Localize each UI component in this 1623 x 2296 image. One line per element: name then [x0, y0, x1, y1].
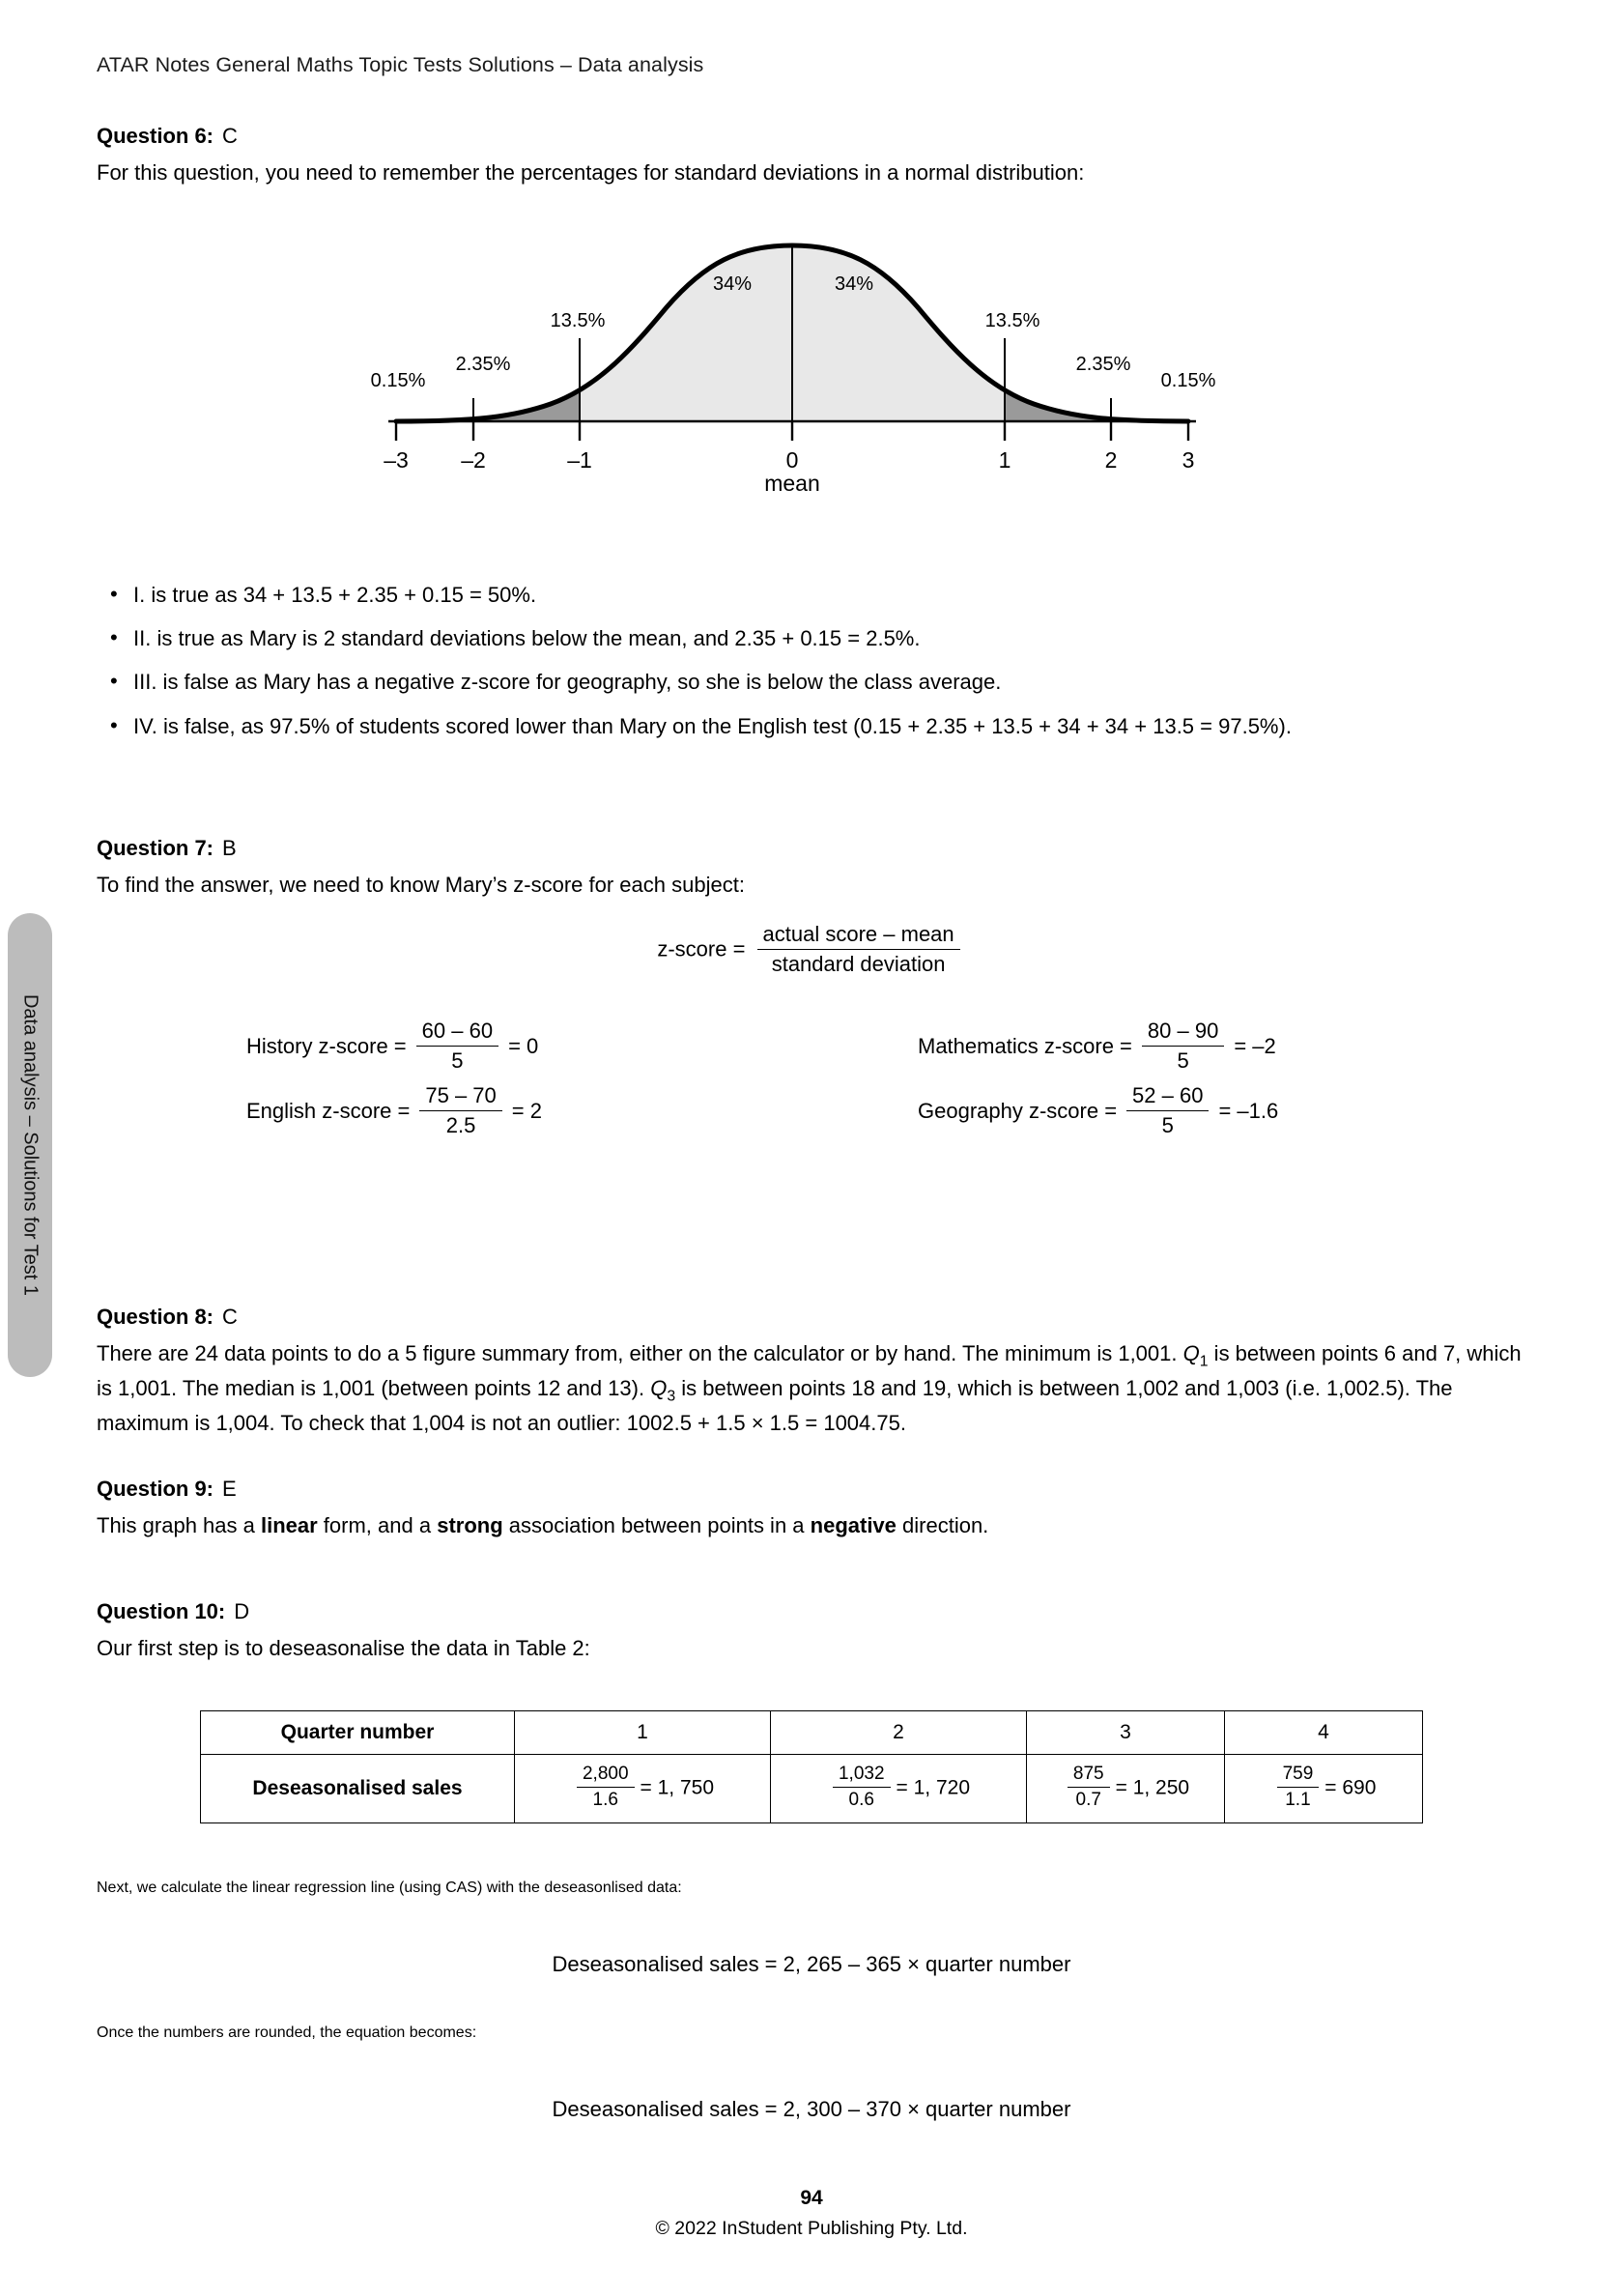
question-7-label: Question 7: — [97, 836, 214, 860]
table-row — [201, 1755, 1423, 1823]
zscore-english-fraction — [419, 1083, 501, 1138]
q8-q1-subscript: 1 — [1199, 1353, 1209, 1370]
question-9-heading — [97, 1477, 1526, 1502]
q9-part3: association between points in a — [502, 1513, 811, 1537]
question-7-answer: B — [222, 836, 237, 860]
region-label-right-235: 2.35% — [1075, 354, 1131, 375]
tick-label-neg3: –3 — [384, 447, 409, 473]
question-8-heading — [97, 1305, 1526, 1330]
deseasonalised-4-result: = 690 — [1324, 1776, 1377, 1799]
deseasonalised-4-fraction — [1277, 1764, 1320, 1812]
q8-q1-symbol: Q — [1182, 1341, 1200, 1365]
running-header: ATAR Notes General Maths Topic Tests Solutions – Data analysis — [97, 53, 704, 76]
deseasonalised-3-result: = 1, 250 — [1115, 1776, 1190, 1799]
question-6-block — [97, 124, 1526, 187]
deseasonalised-table-wrap — [97, 1710, 1526, 1823]
deseasonalised-3-denominator: 0.7 — [1075, 1790, 1101, 1811]
question-8-label: Question 8: — [97, 1305, 214, 1329]
question-10-block — [97, 1599, 1526, 1663]
table-cell-quarter-2: 2 — [771, 1711, 1027, 1755]
zscore-formula-lead: z-score = — [657, 936, 746, 961]
deseasonalised-1-numerator: 2,800 — [577, 1764, 635, 1788]
question-9-body — [97, 1510, 1526, 1540]
question-6-label: Question 6: — [97, 124, 214, 148]
side-tab — [8, 913, 52, 1377]
table-cell-deseasonalised-1 — [515, 1755, 771, 1823]
question-8-block — [97, 1305, 1526, 1438]
zscore-english-numerator: 75 – 70 — [419, 1083, 501, 1111]
question-6-bullets-block — [97, 580, 1526, 755]
deseasonalised-2-fraction — [833, 1764, 891, 1812]
tick-label-neg1: –1 — [567, 447, 592, 473]
zscore-history-numerator: 60 – 60 — [416, 1019, 498, 1047]
deseasonalised-2-result: = 1, 720 — [896, 1776, 971, 1799]
page-footer — [0, 2187, 1623, 2240]
deseasonalised-1-denominator: 1.6 — [592, 1790, 618, 1811]
axis-label-mean: mean — [764, 471, 820, 493]
deseasonalised-4-numerator: 759 — [1277, 1764, 1320, 1788]
deseasonalised-3-fraction — [1068, 1764, 1110, 1812]
tick-label-pos3: 3 — [1182, 447, 1195, 473]
zscore-mathematics-numerator: 80 – 90 — [1142, 1019, 1224, 1047]
question-6-heading — [97, 124, 1526, 149]
question-10-after-table: Next, we calculate the linear regression line (using CAS) with the deseasonlised data: — [97, 1880, 682, 1896]
deseasonalised-2-numerator: 1,032 — [833, 1764, 891, 1788]
zscore-row-geography — [812, 1084, 1526, 1139]
zscore-geography-lead: Geography z-score = — [918, 1099, 1118, 1124]
zscore-mathematics-result: = –2 — [1234, 1034, 1276, 1059]
zscore-english-result: = 2 — [511, 1099, 542, 1124]
question-10-label: Question 10: — [97, 1599, 226, 1623]
table-cell-deseasonalised-2 — [771, 1755, 1027, 1823]
region-label-left-135: 13.5% — [550, 310, 606, 331]
question-9-label: Question 9: — [97, 1477, 214, 1501]
tick-label-pos1: 1 — [998, 447, 1011, 473]
list-item: • III. is false as Mary has a negative z-score for geography, so she is below the class average. — [97, 667, 1526, 697]
page-number: 94 — [800, 2187, 823, 2209]
region-label-right-34: 34% — [834, 273, 874, 295]
deseasonalised-2-denominator: 0.6 — [848, 1790, 874, 1811]
q8-q3-subscript: 3 — [667, 1388, 676, 1405]
question-8-body — [97, 1338, 1526, 1438]
q8-part1: There are 24 data points to do a 5 figure summary from, either on the calculator or by hand. The minimum is 1,001. — [97, 1341, 1183, 1365]
zscore-history-lead: History z-score = — [246, 1034, 407, 1059]
table-cell-deseasonalised-3 — [1027, 1755, 1225, 1823]
question-10-rounded-intro: Once the numbers are rounded, the equation becomes: — [97, 2024, 477, 2041]
list-item: • II. is true as Mary is 2 standard deviations below the mean, and 2.35 + 0.15 = 2.5%. — [97, 623, 1526, 653]
list-item: • IV. is false, as 97.5% of students scored lower than Mary on the English test (0.15 + 2.35 + 13.5 + 34 + 34 + 13.5 = 97.5%). — [97, 711, 1526, 741]
zscore-row-english — [97, 1084, 812, 1139]
table-rowhead-deseasonalised-sales: Deseasonalised sales — [201, 1755, 515, 1823]
zscore-formula — [97, 923, 1526, 978]
tick-label-neg2: –2 — [461, 447, 486, 473]
zscore-row-mathematics — [812, 1019, 1526, 1075]
zscore-english-denominator: 2.5 — [445, 1112, 476, 1137]
region-label-left-235: 2.35% — [455, 354, 511, 375]
zscore-geography-numerator: 52 – 60 — [1126, 1083, 1209, 1111]
q8-part3: is between points 18 and 19, which is between 1,002 and 1,003 (i.e. 1,002.5). The maximum is 1,004. To check that 1,004 is not an outlier: 1002.5 + 1.5 × 1.5 = 1004.75. — [97, 1375, 1453, 1435]
region-label-right-135: 13.5% — [984, 310, 1040, 331]
table-cell-quarter-1: 1 — [515, 1711, 771, 1755]
zscore-geography-result: = –1.6 — [1218, 1099, 1279, 1124]
q8-q3-symbol: Q — [650, 1375, 668, 1400]
deseasonalised-1-fraction — [577, 1764, 635, 1812]
regression-equation-rounded: Deseasonalised sales = 2, 300 – 370 × quarter number — [552, 2097, 1071, 2121]
zscore-geography-denominator: 5 — [1161, 1112, 1174, 1137]
q8-part2: is between points 6 and 7, which is 1,001. The median is 1,001 (between points 12 and 13). — [97, 1341, 1522, 1400]
zscore-history-fraction — [416, 1019, 498, 1074]
zscore-row-history — [97, 1019, 812, 1075]
question-7-block — [97, 836, 1526, 900]
regression-equation-raw: Deseasonalised sales = 2, 265 – 365 × quarter number — [552, 1952, 1071, 1976]
deseasonalised-1-result: = 1, 750 — [640, 1776, 715, 1799]
question-7-heading — [97, 836, 1526, 861]
zscore-history-denominator: 5 — [451, 1048, 464, 1073]
table-cell-quarter-4: 4 — [1225, 1711, 1423, 1755]
list-item: • I. is true as 34 + 13.5 + 2.35 + 0.15 = 50%. — [97, 580, 1526, 610]
q9-part1: This graph has a — [97, 1513, 261, 1537]
copyright-notice: © 2022 InStudent Publishing Pty. Ltd. — [655, 2218, 968, 2239]
question-10-heading — [97, 1599, 1526, 1624]
axis-ticks — [396, 421, 1188, 441]
question-10-answer: D — [234, 1599, 250, 1623]
zscore-grid — [97, 1019, 1526, 1149]
zscore-history-result: = 0 — [508, 1034, 539, 1059]
table-rowhead-quarter-number: Quarter number — [201, 1711, 515, 1755]
deseasonalised-3-numerator: 875 — [1068, 1764, 1110, 1788]
question-8-answer: C — [222, 1305, 238, 1329]
deseasonalised-4-denominator: 1.1 — [1285, 1790, 1311, 1811]
question-6-intro: For this question, you need to remember the percentages for standard deviations in a normal distribution: — [97, 160, 1085, 185]
question-7-intro: To find the answer, we need to know Mary’s z-score for each subject: — [97, 873, 745, 897]
zscore-formula-fraction — [757, 922, 960, 977]
zscore-mathematics-denominator: 5 — [1177, 1048, 1189, 1073]
q9-bold-linear: linear — [260, 1513, 318, 1537]
question-6-answer: C — [222, 124, 238, 148]
question-9-answer: E — [222, 1477, 237, 1501]
side-tab-label: Data analysis – Solutions for Test 1 — [19, 993, 42, 1297]
zscore-column-left — [97, 1019, 812, 1149]
deseasonalised-table — [200, 1710, 1423, 1823]
zscore-formula-numerator: actual score – mean — [757, 922, 960, 950]
region-label-right-015: 0.15% — [1160, 370, 1216, 391]
zscore-english-lead: English z-score = — [246, 1099, 411, 1124]
table-row — [201, 1711, 1423, 1755]
question-9-block — [97, 1477, 1526, 1540]
question-6-bullet-list — [97, 580, 1526, 741]
table-cell-deseasonalised-4 — [1225, 1755, 1423, 1823]
region-label-left-34: 34% — [712, 273, 753, 295]
axis-tick-labels — [384, 447, 1194, 493]
question-10-intro: Our first step is to deseasonalise the data in Table 2: — [97, 1636, 590, 1660]
zscore-mathematics-fraction — [1142, 1019, 1224, 1074]
zscore-formula-denominator: standard deviation — [771, 951, 946, 976]
q9-bold-negative: negative — [810, 1513, 897, 1537]
zscore-geography-fraction — [1126, 1083, 1209, 1138]
zscore-column-right — [812, 1019, 1526, 1149]
q9-part4: direction. — [896, 1513, 989, 1537]
table-cell-quarter-3: 3 — [1027, 1711, 1225, 1755]
zscore-mathematics-lead: Mathematics z-score = — [918, 1034, 1132, 1059]
q9-bold-strong: strong — [437, 1513, 503, 1537]
tick-label-zero: 0 — [785, 447, 799, 473]
region-label-left-015: 0.15% — [370, 370, 426, 391]
tick-label-pos2: 2 — [1104, 447, 1118, 473]
normal-distribution-figure — [367, 232, 1217, 493]
q9-part2: form, and a — [317, 1513, 438, 1537]
